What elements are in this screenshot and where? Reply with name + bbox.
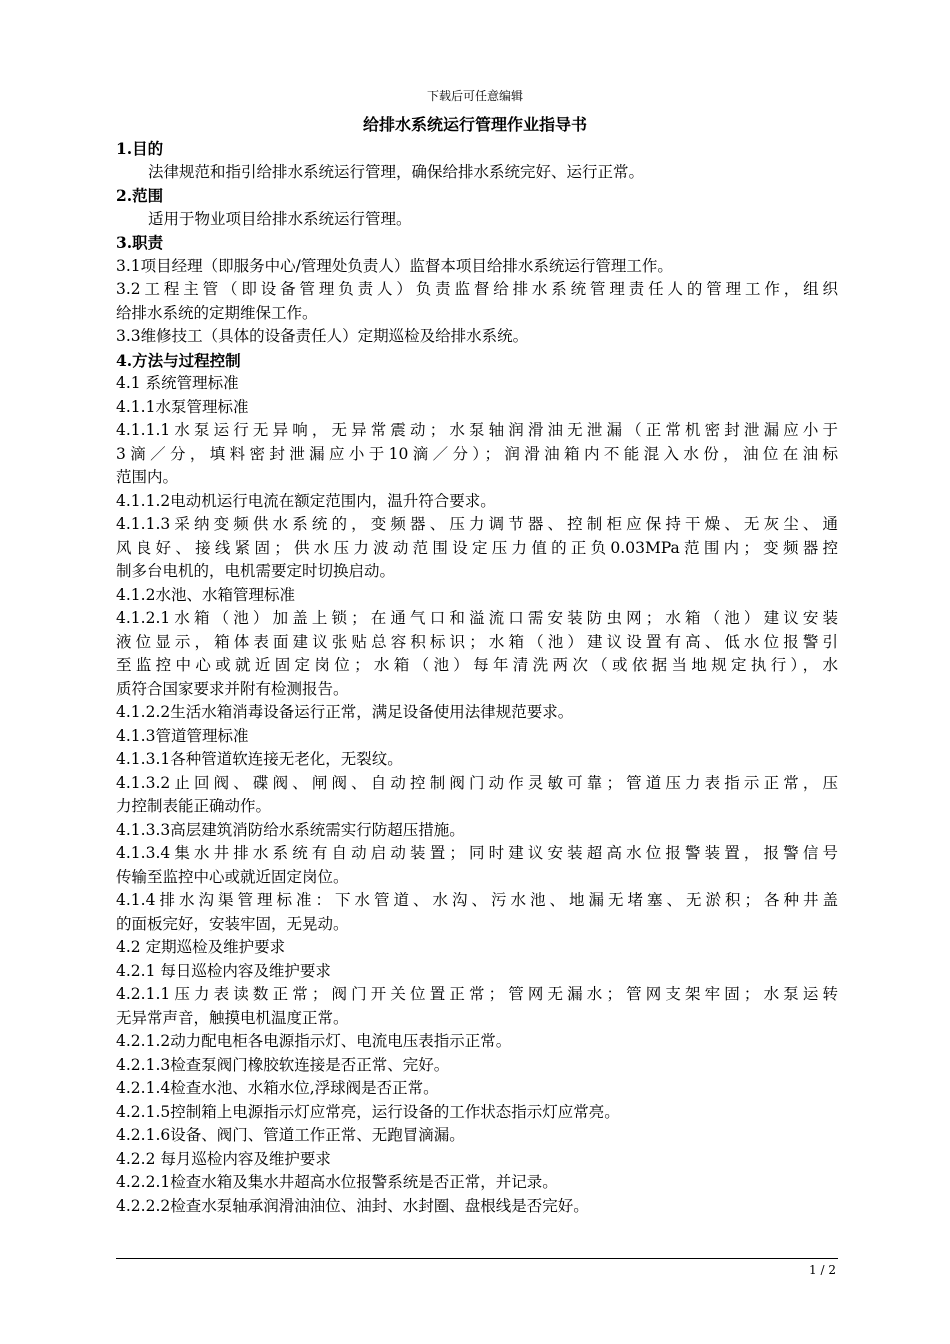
paragraph: 给排水系统的定期维保工作。: [116, 303, 318, 322]
paragraph: 4.1.2.1水箱（池）加盖上锁；在通气口和溢流口需安装防虫网；水箱（池）建议安装: [116, 609, 838, 627]
paragraph: 4.1.1.2电动机运行电流在额定范围内，温升符合要求。: [116, 491, 496, 510]
paragraph: 4.2.1.4检查水池、水箱水位,浮球阀是否正常。: [116, 1079, 439, 1097]
paragraph: 4.1.3.4集水井排水系统有自动启动装置；同时建议安装超高水位报警装置，报警信号: [116, 844, 838, 862]
subheading: 4.1.2水池、水箱管理标准: [116, 585, 295, 604]
paragraph: 4.1.1.3采纳变频供水系统的，变频器、压力调节器、控制柜应保持干燥、无灰尘、通: [116, 515, 838, 533]
paragraph: 力控制表能正确动作。: [116, 797, 272, 815]
paragraph: 4.2.1.6设备、阀门、管道工作正常、无跑冒滴漏。: [116, 1126, 465, 1144]
paragraph: 4.2.1.5控制箱上电源指示灯应常亮，运行设备的工作状态指示灯应常亮。: [116, 1102, 620, 1121]
paragraph: 4.1.4排水沟渠管理标准：下水管道、水沟、污水池、地漏无堵塞、无淤积；各种井盖: [116, 891, 838, 909]
paragraph: 无异常声音，触摸电机温度正常。: [116, 1008, 349, 1027]
paragraph: 4.1.3.3高层建筑消防给水系统需实行防超压措施。: [116, 820, 465, 839]
paragraph: 液位显示，箱体表面建议张贴总容积标识；水箱（池）建议设置有高、低水位报警引: [116, 632, 838, 651]
subheading: 4.2.2 每月巡检内容及维护要求: [116, 1149, 331, 1168]
page-number: 1 / 2: [809, 1263, 836, 1277]
paragraph: 4.2.2.2检查水泵轴承润滑油油位、油封、水封圈、盘根线是否完好。: [116, 1196, 589, 1215]
paragraph: 4.1.1.1水泵运行无异响，无异常震动；水泵轴润滑油无泄漏（正常机密封泄漏应小于: [116, 421, 838, 439]
subheading: 4.1.1水泵管理标准: [116, 397, 249, 416]
paragraph: 4.1.2.2生活水箱消毒设备运行正常，满足设备使用法律规范要求。: [116, 703, 574, 721]
paragraph: 4.1.3.2止回阀、碟阀、闸阀、自动控制阀门动作灵敏可靠；管道压力表指示正常，压: [116, 773, 838, 792]
footer-divider: [116, 1258, 838, 1259]
paragraph: 法律规范和指引给排水系统运行管理，确保给排水系统完好、运行正常。: [148, 162, 645, 181]
subheading: 4.1 系统管理标准: [116, 374, 239, 392]
paragraph: 的面板完好，安装牢固，无晃动。: [116, 914, 349, 933]
paragraph: 范围内。: [116, 468, 179, 486]
section-heading-scope: 2.范围: [116, 186, 164, 205]
section-heading-methods: 4.方法与过程控制: [116, 350, 241, 370]
paragraph: 4.2.1.3检查泵阀门橡胶软连接是否正常、完好。: [116, 1055, 450, 1074]
paragraph: 3.2工程主管（即设备管理负责人）负责监督给排水系统管理责任人的管理工作，组织: [116, 280, 838, 298]
paragraph: 4.2.1.1压力表读数正常；阀门开关位置正常；管网无漏水；管网支架牢固；水泵运转: [116, 985, 838, 1003]
paragraph: 4.2.2.1检查水箱及集水井超高水位报警系统是否正常，并记录。: [116, 1173, 558, 1191]
paragraph: 3滴／分，填料密封泄漏应小于10滴／分）；润滑油箱内不能混入水份，油位在油标: [116, 444, 838, 463]
paragraph: 3.3维修技工（具体的设备责任人）定期巡检及给排水系统。: [116, 327, 529, 345]
subheading: 4.2.1 每日巡检内容及维护要求: [116, 961, 331, 980]
section-heading-duties: 3.职责: [116, 233, 164, 252]
paragraph: 适用于物业项目给排水系统运行管理。: [148, 209, 412, 228]
paragraph: 风良好、接线紧固；供水压力波动范围设定压力值的正负0.03MPa范围内；变频器控: [116, 538, 838, 557]
paragraph: 4.1.3.1各种管道软连接无老化，无裂纹。: [116, 750, 403, 768]
paragraph: 3.1项目经理（即服务中心/管理处负责人）监督本项目给排水系统运行管理工作。: [116, 256, 673, 275]
paragraph: 质符合国家要求并附有检测报告。: [116, 679, 349, 698]
page-title: 给排水系统运行管理作业指导书: [362, 115, 587, 134]
document-body: [116, 137, 838, 1218]
subheading: 4.2 定期巡检及维护要求: [116, 938, 286, 956]
paragraph: 传输至监控中心或就近固定岗位。: [116, 867, 349, 886]
paragraph: 至监控中心或就近固定岗位；水箱（池）每年清洗两次（或依据当地规定执行），水: [116, 656, 838, 674]
section-heading-purpose: 1.目的: [116, 139, 164, 158]
paragraph: 4.2.1.2动力配电柜各电源指示灯、电流电压表指示正常。: [116, 1032, 512, 1050]
subheading: 4.1.3管道管理标准: [116, 726, 249, 745]
header-note: 下载后可任意编辑: [426, 89, 523, 103]
paragraph: 制多台电机的，电机需要定时切换启动。: [116, 562, 396, 580]
